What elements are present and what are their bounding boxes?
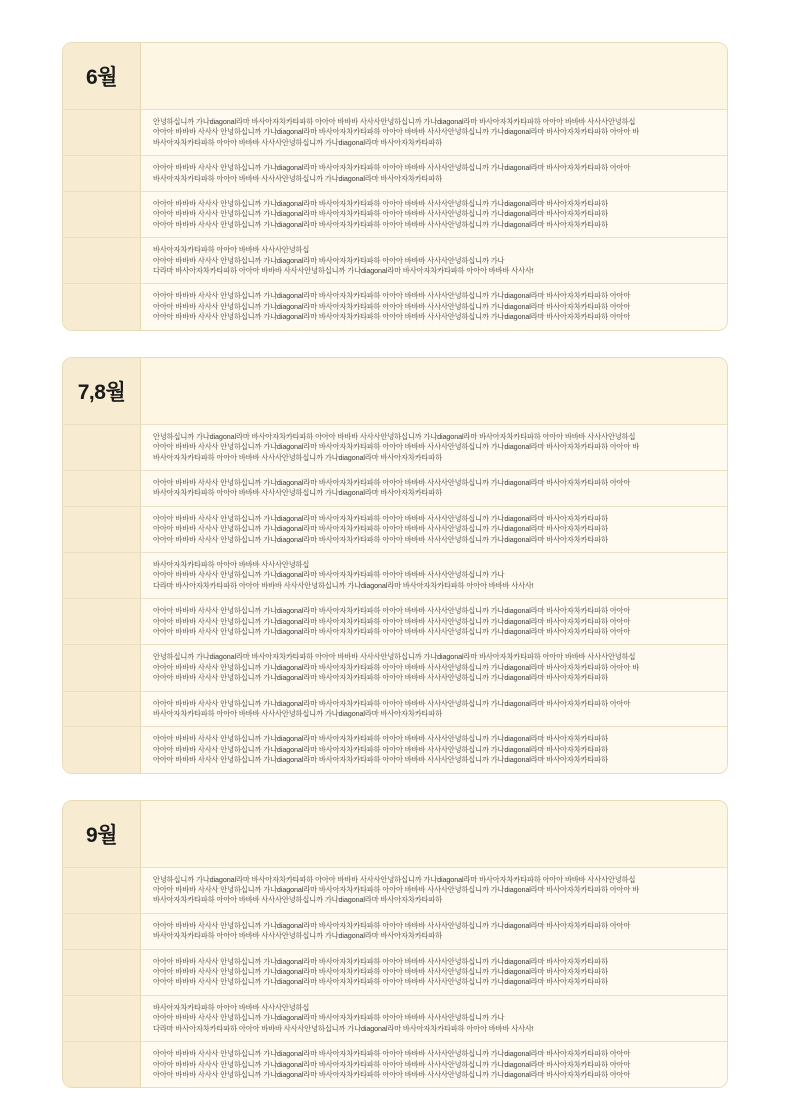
row-text-line: 아아아 바바바 사사사 안녕하십니까 가나diagonal라마 바사아자차카타파하 아아아 바바바 사사사안녕하십니까 가나diagonal라마 바사아자차카타파하 xyxy=(153,513,608,523)
row-text-line: 바사아자차카타파하 아아아 바바바 사사사안녕하십 xyxy=(153,559,310,569)
row-content-cell xyxy=(141,284,727,329)
sections-container xyxy=(62,42,728,1088)
table-row xyxy=(63,692,727,728)
table-row xyxy=(63,192,727,238)
row-text-line: 아아아 바바바 사사사 안녕하십니까 가나diagonal라마 바사아자차카타파하 아아아 바바바 사사사안녕하십니까 가나diagonal라마 바사아자차카타파하 아아아 xyxy=(153,291,631,301)
row-text-line: 아아아 바바바 사사사 안녕하십니까 가나diagonal라마 바사아자차카타파하 아아아 바바바 사사사안녕하십니까 가나diagonal라마 바사아자차카타파하 xyxy=(153,734,608,744)
row-text-line: 안녕하십니까 가나diagonal라마 바사아자차카타파하 아아아 바바바 사사사안녕하십니까 가나diagonal라마 바사아자차카타파하 아아아 바바바 사사사안녕하십 xyxy=(153,874,636,884)
month-card xyxy=(62,800,728,1089)
row-text-line: 아아아 바바바 사사사 안녕하십니까 가나diagonal라마 바사아자차카타파하 아아아 바바바 사사사안녕하십니까 가나diagonal라마 바사아자차카타파하 아아아 바 xyxy=(153,442,640,452)
table-row xyxy=(63,156,727,192)
month-header-row xyxy=(63,358,727,425)
row-label-cell xyxy=(63,425,141,470)
row-content-cell xyxy=(141,238,727,283)
row-text-line: 아아아 바바바 사사사 안녕하십니까 가나diagonal라마 바사아자차카타파하 아아아 바바바 사사사안녕하십니까 가나diagonal라마 바사아자차카타파하 아아아 xyxy=(153,920,631,930)
row-text-line: 아아아 바바바 사사사 안녕하십니까 가나diagonal라마 바사아자차카타파하 아아아 바바바 사사사안녕하십니까 가나diagonal라마 바사아자차카타파하 xyxy=(153,744,608,754)
row-content-cell xyxy=(141,192,727,237)
month-label: 9월 xyxy=(63,801,141,867)
table-row xyxy=(63,914,727,950)
month-card xyxy=(62,42,728,331)
row-content-cell xyxy=(141,645,727,690)
row-text-line: 바사아자차카타파하 아아아 바바바 사사사안녕하십니까 가나diagonal라마 바사아자차카타파하 xyxy=(153,137,443,147)
month-card xyxy=(62,357,728,774)
table-row xyxy=(63,868,727,914)
table-row xyxy=(63,645,727,691)
table-row xyxy=(63,284,727,329)
row-content-cell xyxy=(141,156,727,191)
row-label-cell xyxy=(63,238,141,283)
table-row xyxy=(63,599,727,645)
row-text-line: 다라마 바사아자차카타파하 아아아 바바바 사사사안녕하십니까 가나diagonal라마 바사아자차카타파하 아아아 바바바 사사사! xyxy=(153,1023,534,1033)
row-text-line: 바사아자차카타파하 아아아 바바바 사사사안녕하십니까 가나diagonal라마 바사아자차카타파하 xyxy=(153,173,443,183)
row-text-line: 아아아 바바바 사사사 안녕하십니까 가나diagonal라마 바사아자차카타파하 아아아 바바바 사사사안녕하십니까 가나diagonal라마 바사아자차카타파하 아아아 xyxy=(153,1049,631,1059)
row-label-cell xyxy=(63,110,141,155)
row-label-cell xyxy=(63,996,141,1041)
row-text-line: 아아아 바바바 사사사 안녕하십니까 가나diagonal라마 바사아자차카타파하 아아아 바바바 사사사안녕하십니까 가나diagonal라마 바사아자차카타파하 아아아 xyxy=(153,312,631,322)
row-content-cell xyxy=(141,471,727,506)
row-label-cell xyxy=(63,192,141,237)
row-label-cell xyxy=(63,727,141,772)
row-content-cell xyxy=(141,914,727,949)
row-text-line: 아아아 바바바 사사사 안녕하십니까 가나diagonal라마 바사아자차카타파하 아아아 바바바 사사사안녕하십니까 가나diagonal라마 바사아자차카타파하 아아아 xyxy=(153,698,631,708)
row-text-line: 아아아 바바바 사사사 안녕하십니까 가나diagonal라마 바사아자차카타파하 아아아 바바바 사사사안녕하십니까 가나diagonal라마 바사아자차카타파하 xyxy=(153,199,608,209)
table-row xyxy=(63,425,727,471)
row-text-line: 아아아 바바바 사사사 안녕하십니까 가나diagonal라마 바사아자차카타파하 아아아 바바바 사사사안녕하십니까 가나diagonal라마 바사아자차카타파하 xyxy=(153,673,608,683)
row-text-line: 바사아자차카타파하 아아아 바바바 사사사안녕하십니까 가나diagonal라마 바사아자차카타파하 xyxy=(153,931,443,941)
row-content-cell xyxy=(141,727,727,772)
row-text-line: 아아아 바바바 사사사 안녕하십니까 가나diagonal라마 바사아자차카타파하 아아아 바바바 사사사안녕하십니까 가나diagonal라마 바사아자차카타파하 xyxy=(153,967,608,977)
row-text-line: 아아아 바바바 사사사 안녕하십니까 가나diagonal라마 바사아자차카타파하 아아아 바바바 사사사안녕하십니까 가나 xyxy=(153,1013,505,1023)
row-label-cell xyxy=(63,471,141,506)
row-label-cell xyxy=(63,692,141,727)
month-header-content xyxy=(141,358,727,424)
row-label-cell xyxy=(63,914,141,949)
table-row xyxy=(63,996,727,1042)
row-text-line: 안녕하십니까 가나diagonal라마 바사아자차카타파하 아아아 바바바 사사사안녕하십니까 가나diagonal라마 바사아자차카타파하 아아아 바바바 사사사안녕하십 xyxy=(153,431,636,441)
row-content-cell xyxy=(141,996,727,1041)
row-label-cell xyxy=(63,950,141,995)
row-content-cell xyxy=(141,110,727,155)
month-label: 7,8월 xyxy=(63,358,141,424)
row-text-line: 아아아 바바바 사사사 안녕하십니까 가나diagonal라마 바사아자차카타파하 아아아 바바바 사사사안녕하십니까 가나diagonal라마 바사아자차카타파하 아아아 xyxy=(153,477,631,487)
table-row xyxy=(63,507,727,553)
month-section xyxy=(62,357,728,774)
row-content-cell xyxy=(141,950,727,995)
row-text-line: 다라마 바사아자차카타파하 아아아 바바바 사사사안녕하십니까 가나diagonal라마 바사아자차카타파하 아아아 바바바 사사사! xyxy=(153,266,534,276)
row-text-line: 안녕하십니까 가나diagonal라마 바사아자차카타파하 아아아 바바바 사사사안녕하십니까 가나diagonal라마 바사아자차카타파하 아아아 바바바 사사사안녕하십 xyxy=(153,652,636,662)
row-content-cell xyxy=(141,692,727,727)
row-text-line: 아아아 바바바 사사사 안녕하십니까 가나diagonal라마 바사아자차카타파하 아아아 바바바 사사사안녕하십니까 가나diagonal라마 바사아자차카타파하 xyxy=(153,219,608,229)
row-text-line: 아아아 바바바 사사사 안녕하십니까 가나diagonal라마 바사아자차카타파하 아아아 바바바 사사사안녕하십니까 가나diagonal라마 바사아자차카타파하 xyxy=(153,534,608,544)
row-text-line: 아아아 바바바 사사사 안녕하십니까 가나diagonal라마 바사아자차카타파하 아아아 바바바 사사사안녕하십니까 가나diagonal라마 바사아자차카타파하 아아아 xyxy=(153,606,631,616)
table-row xyxy=(63,238,727,284)
row-text-line: 아아아 바바바 사사사 안녕하십니까 가나diagonal라마 바사아자차카타파하 아아아 바바바 사사사안녕하십니까 가나 xyxy=(153,570,505,580)
row-content-cell xyxy=(141,868,727,913)
row-text-line: 바사아자차카타파하 아아아 바바바 사사사안녕하십니까 가나diagonal라마 바사아자차카타파하 xyxy=(153,895,443,905)
row-content-cell xyxy=(141,599,727,644)
table-row xyxy=(63,1042,727,1087)
month-header-content xyxy=(141,43,727,109)
row-text-line: 아아아 바바바 사사사 안녕하십니까 가나diagonal라마 바사아자차카타파하 아아아 바바바 사사사안녕하십니까 가나 xyxy=(153,255,505,265)
month-section xyxy=(62,800,728,1089)
row-text-line: 안녕하십니까 가나diagonal라마 바사아자차카타파하 아아아 바바바 사사사안녕하십니까 가나diagonal라마 바사아자차카타파하 아아아 바바바 사사사안녕하십 xyxy=(153,117,636,126)
month-label: 6월 xyxy=(63,43,141,109)
row-label-cell xyxy=(63,1042,141,1087)
row-label-cell xyxy=(63,868,141,913)
row-text-line: 바사아자차카타파하 아아아 바바바 사사사안녕하십니까 가나diagonal라마 바사아자차카타파하 xyxy=(153,488,443,498)
row-text-line: 아아아 바바바 사사사 안녕하십니까 가나diagonal라마 바사아자차카타파하 아아아 바바바 사사사안녕하십니까 가나diagonal라마 바사아자차카타파하 아아아 바 xyxy=(153,662,640,672)
month-section xyxy=(62,42,728,331)
row-text-line: 아아아 바바바 사사사 안녕하십니까 가나diagonal라마 바사아자차카타파하 아아아 바바바 사사사안녕하십니까 가나diagonal라마 바사아자차카타파하 아아아 xyxy=(153,301,631,311)
row-label-cell xyxy=(63,553,141,598)
row-label-cell xyxy=(63,284,141,329)
row-text-line: 아아아 바바바 사사사 안녕하십니까 가나diagonal라마 바사아자차카타파하 아아아 바바바 사사사안녕하십니까 가나diagonal라마 바사아자차카타파하 아아아 xyxy=(153,616,631,626)
table-row xyxy=(63,727,727,772)
row-text-line: 아아아 바바바 사사사 안녕하십니까 가나diagonal라마 바사아자차카타파하 아아아 바바바 사사사안녕하십니까 가나diagonal라마 바사아자차카타파하 아아아 바 xyxy=(153,885,640,895)
table-row xyxy=(63,553,727,599)
month-header-row xyxy=(63,801,727,868)
row-text-line: 바사아자차카타파하 아아아 바바바 사사사안녕하십 xyxy=(153,1002,310,1012)
row-text-line: 다라마 바사아자차카타파하 아아아 바바바 사사사안녕하십니까 가나diagonal라마 바사아자차카타파하 아아아 바바바 사사사! xyxy=(153,580,534,590)
row-label-cell xyxy=(63,599,141,644)
table-row xyxy=(63,110,727,156)
table-row xyxy=(63,471,727,507)
row-text-line: 아아아 바바바 사사사 안녕하십니까 가나diagonal라마 바사아자차카타파하 아아아 바바바 사사사안녕하십니까 가나diagonal라마 바사아자차카타파하 아아아 xyxy=(153,626,631,636)
row-text-line: 아아아 바바바 사사사 안녕하십니까 가나diagonal라마 바사아자차카타파하 아아아 바바바 사사사안녕하십니까 가나diagonal라마 바사아자차카타파하 아아아 바 xyxy=(153,127,640,137)
row-text-line: 아아아 바바바 사사사 안녕하십니까 가나diagonal라마 바사아자차카타파하 아아아 바바바 사사사안녕하십니까 가나diagonal라마 바사아자차카타파하 아아아 xyxy=(153,1059,631,1069)
row-content-cell xyxy=(141,425,727,470)
row-text-line: 바사아자차카타파하 아아아 바바바 사사사안녕하십니까 가나diagonal라마 바사아자차카타파하 xyxy=(153,452,443,462)
month-header-row xyxy=(63,43,727,110)
row-text-line: 아아아 바바바 사사사 안녕하십니까 가나diagonal라마 바사아자차카타파하 아아아 바바바 사사사안녕하십니까 가나diagonal라마 바사아자차카타파하 xyxy=(153,209,608,219)
row-content-cell xyxy=(141,553,727,598)
row-content-cell xyxy=(141,1042,727,1087)
row-text-line: 아아아 바바바 사사사 안녕하십니까 가나diagonal라마 바사아자차카타파하 아아아 바바바 사사사안녕하십니까 가나diagonal라마 바사아자차카타파하 xyxy=(153,524,608,534)
row-text-line: 바사아자차카타파하 아아아 바바바 사사사안녕하십니까 가나diagonal라마 바사아자차카타파하 xyxy=(153,709,443,718)
row-text-line: 아아아 바바바 사사사 안녕하십니까 가나diagonal라마 바사아자차카타파하 아아아 바바바 사사사안녕하십니까 가나diagonal라마 바사아자차카타파하 xyxy=(153,755,608,765)
row-text-line: 아아아 바바바 사사사 안녕하십니까 가나diagonal라마 바사아자차카타파하 아아아 바바바 사사사안녕하십니까 가나diagonal라마 바사아자차카타파하 아아아 xyxy=(153,1069,631,1079)
row-label-cell xyxy=(63,507,141,552)
row-text-line: 아아아 바바바 사사사 안녕하십니까 가나diagonal라마 바사아자차카타파하 아아아 바바바 사사사안녕하십니까 가나diagonal라마 바사아자차카타파하 xyxy=(153,956,608,966)
month-header-content xyxy=(141,801,727,867)
row-text-line: 아아아 바바바 사사사 안녕하십니까 가나diagonal라마 바사아자차카타파하 아아아 바바바 사사사안녕하십니까 가나diagonal라마 바사아자차카타파하 아아아 xyxy=(153,163,631,173)
row-label-cell xyxy=(63,156,141,191)
row-text-line: 아아아 바바바 사사사 안녕하십니까 가나diagonal라마 바사아자차카타파하 아아아 바바바 사사사안녕하십니까 가나diagonal라마 바사아자차카타파하 xyxy=(153,977,608,987)
table-row xyxy=(63,950,727,996)
row-text-line: 바사아자차카타파하 아아아 바바바 사사사안녕하십 xyxy=(153,245,310,255)
row-content-cell xyxy=(141,507,727,552)
row-label-cell xyxy=(63,645,141,690)
